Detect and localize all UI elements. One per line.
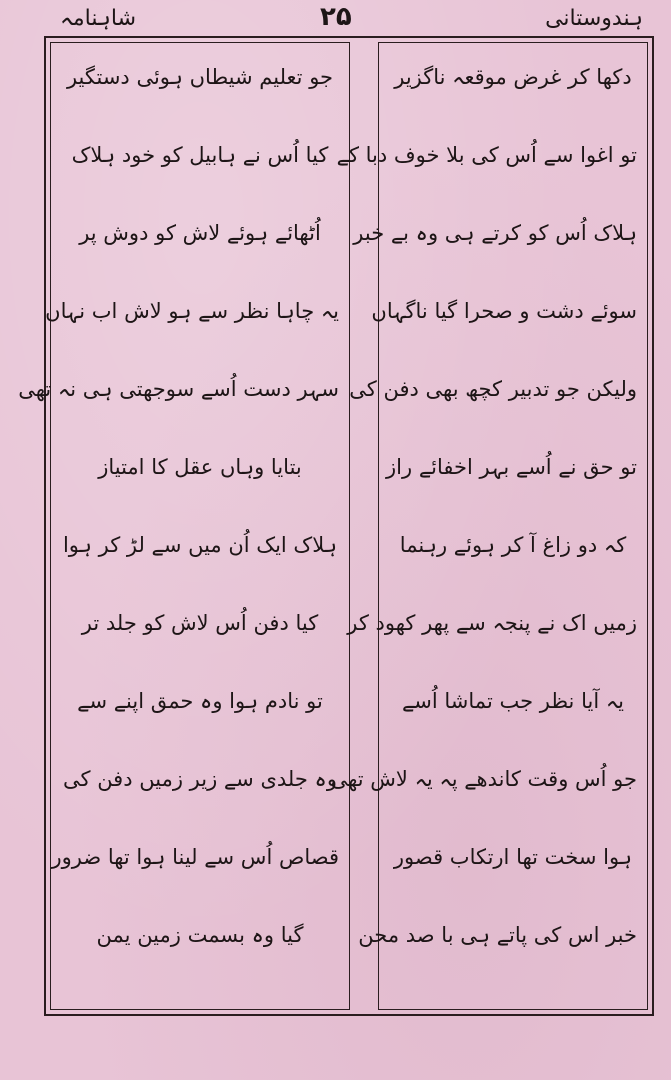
page-number: ۲۵	[320, 2, 352, 32]
verse-line: ولیکن جو تدبیر کچھ بھی دفن کی	[349, 377, 637, 401]
verse-line: زمیں اک نے پنجہ سے پھر کھود کر	[347, 611, 637, 635]
left-column	[18, 42, 350, 1010]
verse-line: گیا وہ بسمت زمین یمن	[96, 923, 304, 947]
verse-line: خبر اس کی پاتے ہی با صد محن	[358, 923, 637, 947]
verse-line: کہ دو زاغ آ کر ہوئے رہنما	[399, 533, 627, 557]
page-header	[0, 0, 671, 36]
verse-line: تو نادم ہوا وہ حمق اپنے سے	[77, 689, 323, 713]
verse-line: کیا دفن اُس لاش کو جلد تر	[81, 611, 319, 635]
verse-line: قصاص اُس سے لینا ہوا تھا ضرور	[51, 845, 339, 869]
verse-line: تو حق نے اُسے بہر اخفائے راز	[386, 455, 637, 479]
verse-line: اُٹھائے ہوئے لاش کو دوش پر	[79, 221, 321, 245]
verse-line: ہلاک اُس کو کرتے ہی وہ بے خبر	[353, 221, 637, 245]
text-frame	[18, 36, 654, 1016]
verse-line: دکھا کر غرض موقعہ ناگزیر	[394, 65, 632, 89]
verse-line: ہلاک ایک اُن میں سے لڑ کر ہوا	[62, 533, 338, 557]
verse-line: سوئے دشت و صحرا گیا ناگہاں	[371, 299, 637, 323]
verse-line: ہوا سخت تھا ارتکاب قصور	[393, 845, 633, 869]
verse-line: بتایا وہاں عقل کا امتیاز	[98, 455, 302, 479]
verse-line: جو اُس وقت کاندھے پہ یہ لاش تھی	[330, 767, 637, 791]
verse-line: یہ آیا نظر جب تماشا اُسے	[402, 689, 624, 713]
verse-line: کیا اُس نے ہابیل کو خود ہلاک	[71, 143, 329, 167]
verse-line: جو تعلیم شیطاں ہوئی دستگیر	[66, 65, 334, 89]
running-title-right: ہندوستانی	[545, 6, 643, 31]
verse-line: سہر دست اُسے سوجھتی ہی نہ تھی	[18, 377, 339, 401]
verse-line: تو اغوا سے اُس کی بلا خوف دبا کے	[336, 143, 637, 167]
verse-line: یہ چاہا نظر سے ہو لاش اب نہاں	[45, 299, 339, 323]
verse-line: وہ جلدی سے زیر زمیں دفن کی	[63, 767, 337, 791]
right-column	[330, 42, 648, 1010]
running-title-left: شاہنامہ	[60, 6, 137, 31]
